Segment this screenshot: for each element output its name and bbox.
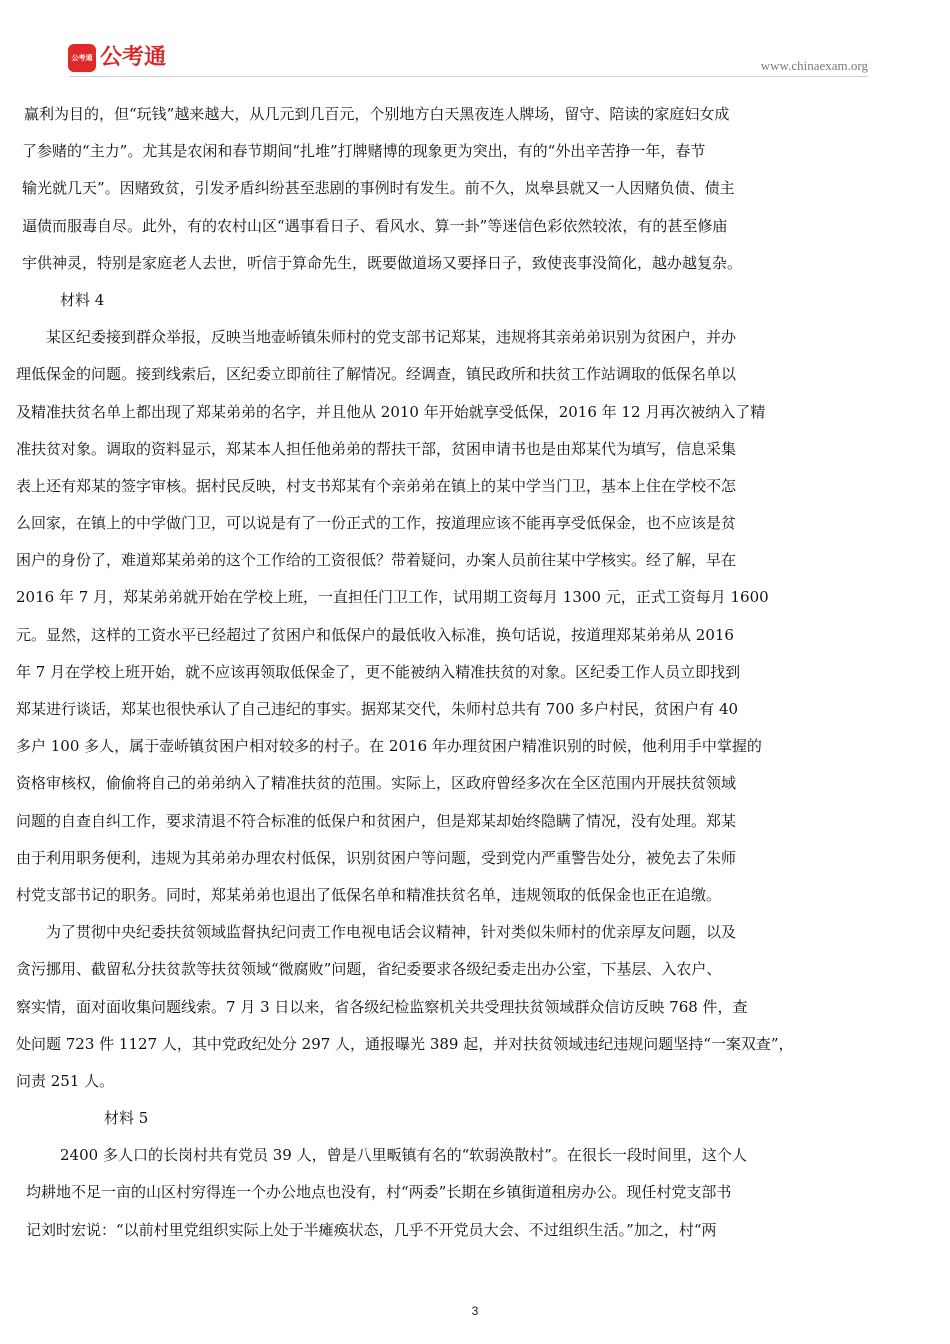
text-line: 2016 年 7 月，郑某弟弟就开始在学校上班，一直担任门卫工作，试用期工资每月 1300 元，正式工资每月 1600 [16, 588, 769, 607]
section-heading-material-5: 材料 5 [104, 1109, 149, 1128]
text-line: 年 7 月在学校上班开始，就不应该再领取低保金了，更不能被纳入精准扶贫的对象。区纪委工作人员立即找到 [16, 662, 741, 681]
text-line: 了参赌的“主力”。尤其是农闲和春节期间“扎堆”打牌赌博的现象更为突出，有的“外出辛苦挣一年，春节 [22, 142, 706, 161]
text-line: 由于利用职务便利，违规为其弟弟办理农村低保，识别贫困户等问题，受到党内严重警告处分，被免去了朱师 [16, 848, 737, 867]
text-line: 理低保金的问题。接到线索后，区纪委立即前往了解情况。经调查，镇民政所和扶贫工作站调取的低保名单以 [16, 365, 737, 384]
page-number: 3 [471, 1304, 479, 1318]
logo-badge-icon: 公考通 [68, 44, 96, 72]
text-line: 问题的自查自纠工作，要求清退不符合标准的低保户和贫困户，但是郑某却始终隐瞒了情况，没有处理。郑某 [16, 811, 737, 830]
text-line: 处问题 723 件 1127 人，其中党政纪处分 297 人，通报曝光 389 起，并对扶贫领域违纪违规问题坚持“一案双查”， [16, 1034, 794, 1053]
text-line: 贪污挪用、截留私分扶贫款等扶贫领域“微腐败”问题，省纪委要求各级纪委走出办公室，下基层、入农户、 [16, 960, 722, 979]
site-url: www.chinaexam.org [760, 58, 868, 73]
page-header [0, 0, 950, 80]
text-line: 赢利为目的，但“玩钱”越来越大，从几元到几百元，个别地方白天黑夜连人牌场，留守、陪读的家庭妇女成 [24, 105, 730, 123]
text-line: 输光就几天”。因赌致贫，引发矛盾纠纷甚至悲剧的事例时有发生。前不久，岚皋县就又一人因赌负债、债主 [22, 179, 735, 198]
text-line: 么回家，在镇上的中学做门卫，可以说是有了一份正式的工作，按道理应该不能再享受低保金，也不应该是贫 [16, 514, 737, 533]
text-line: 准扶贫对象。调取的资料显示，郑某本人担任他弟弟的帮扶干部，贫困申请书也是由郑某代为填写，信息采集 [16, 439, 737, 458]
text-line: 某区纪委接到群众举报，反映当地壶峤镇朱师村的党支部书记郑某，违规将其亲弟弟识别为贫困户，并办 [46, 328, 737, 347]
text-line: 记刘时宏说：“以前村里党组织实际上处于半瘫痪状态，几乎不开党员大会、不过组织生活。”加之，村“两 [26, 1220, 717, 1239]
text-line: 资格审核权，偷偷将自己的弟弟纳入了精准扶贫的范围。实际上，区政府曾经多次在全区范围内开展扶贫领域 [16, 774, 737, 793]
text-line: 问责 251 人。 [16, 1071, 115, 1090]
header-divider [70, 76, 868, 77]
text-line: 表上还有郑某的签字审核。据村民反映，村支书郑某有个亲弟弟在镇上的某中学当门卫，基本上住在学校不怎 [16, 476, 737, 495]
text-line: 多户 100 多人，属于壶峤镇贫困户相对较多的村子。在 2016 年办理贫困户精准识别的时候，他利用手中掌握的 [16, 737, 762, 756]
logo-text: 公考通 [100, 45, 167, 70]
text-line: 宇供神灵，特别是家庭老人去世，听信于算命先生，既要做道场又要择日子，致使丧事没简化，越办越复杂。 [22, 253, 743, 272]
text-line: 为了贯彻中央纪委扶贫领域监督执纪问责工作电视电话会议精神，针对类似朱师村的优亲厚友问题，以及 [46, 923, 737, 942]
text-line: 及精准扶贫名单上都出现了郑某弟弟的名字，并且他从 2010 年开始就享受低保，2016 年 12 月再次被纳入了精 [16, 402, 766, 421]
document-body [0, 96, 950, 1249]
text-line: 2400 多人口的长岗村共有党员 39 人，曾是八里畈镇有名的“软弱涣散村”。在很长一段时间里，这个人 [60, 1146, 747, 1165]
text-line: 均耕地不足一亩的山区村穷得连一个办公地点也没有，村“两委”长期在乡镇街道租房办公。现任村党支部书 [26, 1183, 732, 1202]
text-line: 元。显然，这样的工资水平已经超过了贫困户和低保户的最低收入标准，换句话说，按道理郑某弟弟从 2016 [16, 625, 734, 644]
section-heading-material-4: 材料 4 [60, 290, 105, 309]
text-line: 郑某进行谈话，郑某也很快承认了自己违纪的事实。据郑某交代，朱师村总共有 700 多户村民，贫困户有 40 [16, 700, 739, 718]
text-line: 察实情，面对面收集问题线索。7 月 3 日以来，省各级纪检监察机关共受理扶贫领域群众信访反映 768 件，查 [16, 997, 748, 1016]
text-line: 逼债而服毒自尽。此外，有的农村山区“遇事看日子、看风水、算一卦”等迷信色彩依然较浓，有的甚至修庙 [22, 216, 728, 235]
text-line: 困户的身份了，难道郑某弟弟的这个工作给的工资很低？带着疑问，办案人员前往某中学核实。经了解，早在 [16, 551, 737, 570]
text-line: 村党支部书记的职务。同时，郑某弟弟也退出了低保名单和精准扶贫名单，违规领取的低保金也正在追缴。 [16, 885, 722, 904]
